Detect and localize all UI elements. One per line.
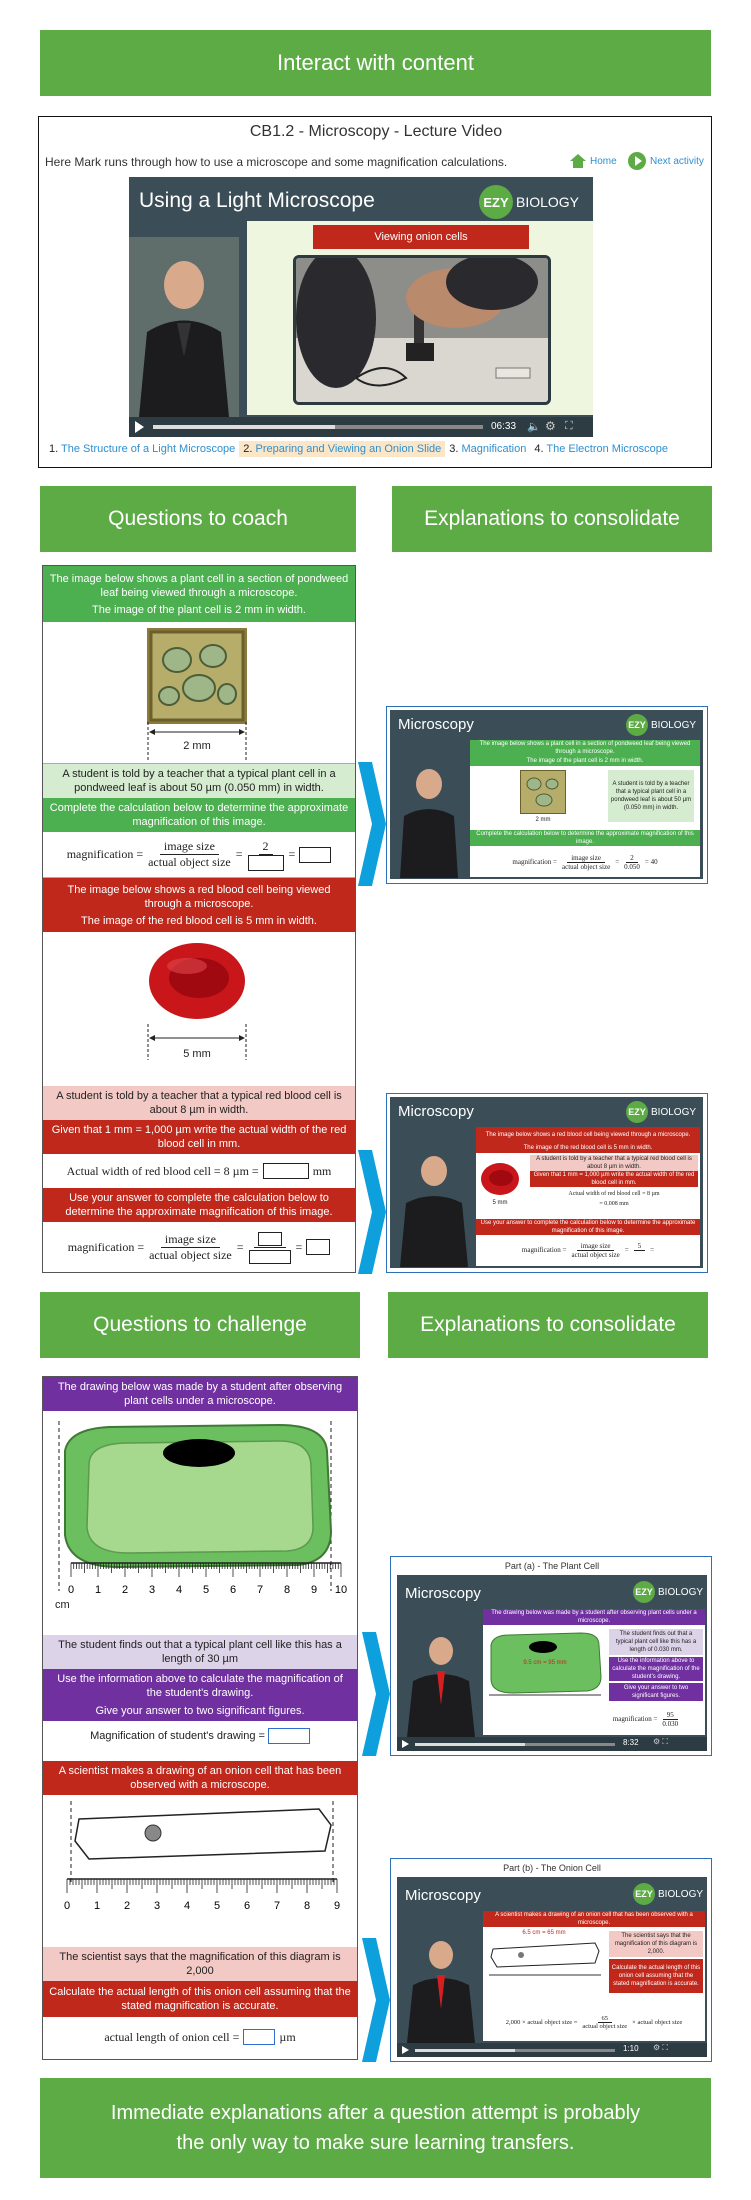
consolidate-header-text: Explanations to consolidate [424,507,680,530]
q2-numerator-input[interactable] [258,1232,282,1246]
exp4-side1: The scientist says that the magnification of this diagram is 2,000. [609,1931,703,1957]
ruler-q3 [53,1561,349,1601]
chapter-number: 3. [449,443,459,455]
exp4-control-bar [397,2043,707,2057]
top-banner [40,30,711,96]
q2-image-area [43,932,355,1070]
exp1-cell-image [520,770,566,814]
play-button[interactable] [402,2046,409,2054]
exp1-content [470,740,700,877]
q1-answer-input[interactable] [299,847,331,863]
video-time: 06:33 [491,421,517,432]
q2-convert: Given that 1 mm = 1,000 µm write the actual width of the red blood cell in mm. [43,1120,355,1154]
exp2-side4: = 0.008 mm [599,1200,629,1207]
exp3-control-bar [397,1737,707,1751]
q1-intro [43,566,355,622]
q1-formula-fraction [148,839,231,870]
exp2-eq-frac-num: 5 [634,1242,646,1251]
ruler-label: 3 [153,1900,161,1912]
exp2-side2: Given that 1 mm = 1,000 µm write the actual width of the red blood cell in mm. [530,1171,698,1187]
q1-dim-label: 2 mm [183,740,211,752]
exp3-presenter [401,1625,481,1737]
ruler-label: 9 [310,1584,318,1596]
seek-fill [153,425,335,429]
q2-width-input[interactable] [263,1163,309,1179]
q1-denominator-input[interactable] [248,855,284,871]
exp3-slide [397,1575,707,1751]
q3-answer-label: Magnification of student's drawing = [90,1730,265,1742]
player-icons[interactable]: ⚙ ⛶ [653,2043,668,2052]
chapter-item-4[interactable] [530,441,672,457]
exp1-eq-frac-den: 0.050 [624,862,640,871]
player-icons[interactable]: ⚙ ⛶ [653,1737,668,1746]
exp2-dim: 5 mm [492,1200,508,1206]
exp2-brand [626,1101,696,1123]
q2-width-row [43,1154,355,1188]
video-description: Here Mark runs through how to use a microscope and some magnification calculations. [45,155,508,169]
exp3-brand [633,1581,703,1603]
ruler-label: 9 [333,1900,341,1912]
exp4-eq-num: 65 [598,2015,613,2023]
seek-bar[interactable] [153,425,483,429]
q2-value-fraction [249,1230,291,1264]
exp1-side: A student is told by a teacher that a typical plant cell in a pondweed leaf is about 50 µm (0.050 mm) in width. [608,770,694,822]
exp1-eq-values [624,854,640,871]
ruler-label: 6 [229,1584,237,1596]
volume-icon[interactable]: 🔈 [527,421,541,433]
presenter [129,237,239,417]
q2-numerator-box [254,1230,286,1248]
ruler-q4 [59,1877,355,1917]
exp1-eq-num: image size [567,854,605,863]
exp3-eq-den: 0.030 [662,1719,679,1728]
exp3-side2: Use the information above to calculate the magnification of the student's drawing. [609,1657,703,1681]
exp2-eq-formula [571,1242,619,1259]
exp4-brand-biology: BIOLOGY [658,1888,704,1900]
q3-task [43,1669,357,1721]
q4-answer-row [43,2017,357,2057]
q3-answer-row [43,1721,357,1751]
exp2-brand-ezy: EZY [626,1101,648,1123]
q4-task: Calculate the actual length of this onion cell assuming that the stated magnification is accurate. [43,1981,357,2017]
equals-sign: = [650,1246,655,1254]
exp3-eq-num: 95 [663,1711,678,1720]
home-icon [569,153,587,169]
q2-intro-line2: The image of the red blood cell is 5 mm in width. [80,914,317,927]
exp2-eq-values [634,1242,646,1259]
ruler-label: 8 [303,1900,311,1912]
explanation-video-4[interactable] [390,1858,712,2062]
exp4-brand [633,1883,703,1905]
q3-answer-input[interactable] [268,1728,310,1744]
exp4-eq-den: actual object size [582,2022,628,2030]
brand-logo [479,185,579,219]
arrow-icon [358,1150,386,1274]
q2-equation [43,1222,355,1272]
ruler-label: 4 [183,1900,191,1912]
video-time: 1:10 [623,2044,639,2053]
bottom-banner-line1: Immediate explanations after a question attempt is probably [110,2102,641,2124]
exp1-line1: The image below shows a plant cell in a section of pondweed leaf being viewed through a microscope. [470,740,700,756]
q4-answer-unit: µm [279,2029,296,2044]
chapter-item-1[interactable] [45,441,239,457]
equals-sign: = [236,1239,244,1254]
exp3-eq-frac [662,1711,678,1728]
equals-sign: = [288,847,296,861]
exp1-eq-formula [562,854,610,871]
q1-image-area [43,622,355,764]
chapter-item-3[interactable] [445,441,530,457]
exp3-eq-label: magnification = [612,1715,658,1723]
exp1-equation [470,848,700,876]
exp2-side1: A student is told by a teacher that a typical red blood cell is about 8 µm in width. [530,1155,698,1171]
exp1-dim: 2 mm [535,817,551,823]
top-banner-text: Interact with content [277,50,474,75]
equals-sign: = [235,847,243,861]
exp2-task: Use your answer to complete the calculation below to determine the approximate magnification of this image. [476,1219,700,1235]
q2-answer-input[interactable] [306,1239,330,1255]
ruler-label: 5 [213,1900,221,1912]
coach-questions [42,565,356,1273]
ruler-label: 7 [273,1900,281,1912]
seek-fill [415,2049,515,2052]
exp4-equation [483,2007,705,2037]
exp3-side1: The student finds out that a typical plant cell like this has a length of 0.030 mm. [609,1629,703,1655]
exp2-brand-biology: BIOLOGY [651,1106,697,1118]
ruler-label: 2 [123,1900,131,1912]
slide-title: Using a Light Microscope [139,189,375,212]
play-button[interactable] [402,1740,409,1748]
chapter-item-2[interactable] [239,441,445,457]
consolidate-header-1 [392,486,712,552]
chapter-label: Preparing and Viewing an Onion Slide [255,443,442,455]
exp4-side2: Calculate the actual length of this onion cell assuming that the stated magnification is accurate. [609,1959,703,1993]
video-time: 8:32 [623,1738,639,1747]
exp1-eq-result: = 40 [644,858,658,866]
exp1-title: Microscopy [398,716,474,733]
ruler-label: 7 [256,1584,264,1596]
exp2-eq-den: actual object size [571,1250,620,1259]
q2-info: A student is told by a teacher that a typical red blood cell is about 8 µm in width. [43,1086,355,1120]
ruler-label: 6 [243,1900,251,1912]
exp2-side3: Actual width of red blood cell = 8 µm [568,1190,660,1197]
exp4-eq-left: 2,000 × actual object size = [505,2018,578,2026]
chapter-number: 2. [243,443,253,455]
exp3-caption: Part (a) - The Plant Cell [504,1561,600,1571]
arrow-icon [362,1632,390,1756]
q4-answer-input[interactable] [243,2029,275,2045]
exp1-brand [626,714,696,736]
equals-sign: = [624,1246,629,1254]
exp1-eq-den: actual object size [561,862,611,871]
q1-intro-line1: The image below shows a plant cell in a section of pondweed leaf being viewed through a microscope. [49,572,349,599]
exp4-cell-drawing [487,1937,603,1981]
equals-sign: = [295,1239,303,1254]
bottom-banner [40,2078,711,2178]
exp2-line1: The image below shows a red blood cell being viewed through a microscope. [476,1127,700,1143]
exp1-brand-biology: BIOLOGY [651,719,697,731]
q2-width-label: Actual width of red blood cell = 8 µm = [66,1163,259,1178]
home-label: Home [590,155,617,167]
exp3-equation [593,1705,703,1733]
q2-width-unit: mm [312,1163,332,1178]
exp3-side3: Give your answer to two significant figures. [609,1683,703,1701]
exp2-title: Microscopy [398,1103,474,1120]
exp1-eq-left: magnification = [512,858,557,866]
next-activity-link[interactable] [627,151,704,171]
chapter-label: Magnification [461,443,527,455]
exp1-brand-ezy: EZY [626,714,648,736]
q3-ruler-unit: cm [55,1599,70,1611]
q2-intro [43,878,355,932]
plant-cell-image [147,628,247,724]
q2-formula-fraction [149,1232,232,1263]
ruler-label: 2 [121,1584,129,1596]
chapter-label: The Structure of a Light Microscope [61,443,236,455]
consolidate-header-2 [388,1292,708,1358]
seek-bar[interactable] [415,2049,615,2052]
exp1-slide [390,710,703,879]
exp4-eq-frac [582,2015,627,2030]
play-button[interactable] [135,421,144,433]
equals-sign: = [615,858,620,866]
q1-task: Complete the calculation below to determine the approximate magnification of this image. [43,798,355,832]
q3-task-line1: Use the information above to calculate the magnification of the student's drawing. [57,1673,343,1699]
exp4-presenter [401,1929,481,2043]
q2-intro-line1: The image below shows a red blood cell being viewed through a microscope. [67,883,331,910]
q2-dim-label: 5 mm [183,1048,211,1060]
exp1-line2: The image of the plant cell is 2 mm in width. [470,756,700,766]
ruler-label: 0 [67,1584,75,1596]
chapter-list [45,441,709,457]
brand-biology: BIOLOGY [516,194,580,210]
settings-icon[interactable]: ⚙ [545,419,556,433]
ruler-label: 1 [94,1584,102,1596]
exp3-content [483,1609,705,1735]
q3-intro: The drawing below was made by a student after observing plant cells under a microscope. [43,1377,357,1411]
exp3-line1: The drawing below was made by a student after observing plant cells under a microscope. [483,1609,705,1625]
ruler-label: 8 [283,1584,291,1596]
exp1-presenter [394,754,464,878]
video-panel [38,116,712,468]
exp2-equation [476,1237,700,1263]
q4-drawing-area [43,1795,357,1941]
video-title: CB1.2 - Microscopy - Lecture Video [249,123,503,140]
ruler-label: 3 [148,1584,156,1596]
q1-equation [43,832,355,878]
q1-object-size: actual object size [148,855,231,869]
q1-numerator: 2 [259,839,273,855]
arrow-icon [362,1938,390,2062]
red-blood-cell-image [147,938,247,1024]
q4-info: The scientist says that the magnification of this diagram is 2,000 [43,1947,357,1981]
q1-info: A student is told by a teacher that a typical plant cell in a pondweed leaf is about 50 µm (0.050 mm) in width. [43,764,355,798]
control-bar [129,417,593,437]
explanation-video-3[interactable] [390,1556,712,1756]
q2-mag-label: magnification = [67,1239,145,1254]
fullscreen-icon[interactable]: ⛶ [565,420,573,432]
seek-fill [415,1743,525,1746]
brand-ezy: EZY [479,185,513,219]
home-link[interactable] [569,153,617,169]
exp2-cell-image [480,1161,520,1197]
ruler-label: 4 [175,1584,183,1596]
exp4-line1: A scientist makes a drawing of an onion cell that has been observed with a microscope. [483,1911,705,1927]
arrow-icon [358,762,386,886]
exp4-slide [397,1877,707,2057]
slide-subtitle: Viewing onion cells [313,225,529,249]
coach-header [40,486,356,552]
q3-task-line2: Give your answer to two significant figures. [95,1705,305,1717]
q3-info: The student finds out that a typical plant cell like this has a length of 30 µm [43,1635,357,1669]
chapter-label: The Electron Microscope [546,443,669,455]
ruler-label: 10 [334,1584,348,1596]
exp4-title: Microscopy [405,1887,481,1904]
consolidate-header-2-text: Explanations to consolidate [420,1313,676,1336]
q2-image-size: image size [161,1232,220,1248]
video-player[interactable] [129,177,593,437]
chapter-number: 4. [534,443,544,455]
ruler-label: 1 [93,1900,101,1912]
exp2-presenter [394,1141,474,1267]
exp1-task: Complete the calculation below to determine the approximate magnification of this image. [470,830,700,846]
bottom-banner-line2: the only way to make sure learning transfers. [176,2132,575,2154]
exp3-brand-biology: BIOLOGY [658,1586,704,1598]
exp4-brand-ezy: EZY [633,1883,655,1905]
exp3-title: Microscopy [405,1585,481,1602]
q4-intro: A scientist makes a drawing of an onion cell that has been observed with a microscope. [43,1761,357,1795]
challenge-questions [42,1376,358,2060]
exp2-eq-num: image size [577,1242,615,1251]
inset-video [293,255,551,405]
exp3-brand-ezy: EZY [633,1581,655,1603]
chapter-number: 1. [49,443,59,455]
q4-answer-label: actual length of onion cell = [104,2029,240,2044]
exp2-eq-left: magnification = [521,1246,567,1254]
play-circle-icon [627,151,647,171]
challenge-header [40,1292,360,1358]
exp4-content [483,1911,705,2041]
exp2-content [476,1127,700,1266]
exp1-eq-frac-num: 2 [626,854,638,863]
q1-image-size: image size [160,839,219,855]
q1-mag-label: magnification = [66,847,144,861]
q2-object-size: actual object size [149,1247,232,1262]
exp2-slide [390,1097,703,1268]
exp4-eq-right: × actual object size [632,2018,683,2026]
exp3-measure: 9.5 cm = 95 mm [523,1660,567,1666]
q2-denominator-input[interactable] [249,1250,291,1264]
coach-header-text: Questions to coach [108,507,288,530]
q1-value-fraction [248,839,284,871]
exp4-measure: 6.5 cm = 65 mm [522,1930,566,1936]
explanation-video-1[interactable] [386,706,708,884]
q1-intro-line2: The image of the plant cell is 2 mm in width. [92,603,306,616]
explanation-video-2[interactable] [386,1093,708,1273]
ruler-label: 5 [202,1584,210,1596]
seek-bar[interactable] [415,1743,615,1746]
q2-task: Use your answer to complete the calculation below to determine the approximate magnification of this image. [43,1188,355,1222]
exp2-eq-frac-den [639,1251,641,1259]
challenge-header-text: Questions to challenge [93,1313,307,1336]
next-activity-label: Next activity [650,155,704,167]
exp2-line2: The image of the red blood cell is 5 mm in width. [476,1143,700,1153]
exp4-caption: Part (b) - The Onion Cell [503,1863,601,1873]
ruler-label: 0 [63,1900,71,1912]
